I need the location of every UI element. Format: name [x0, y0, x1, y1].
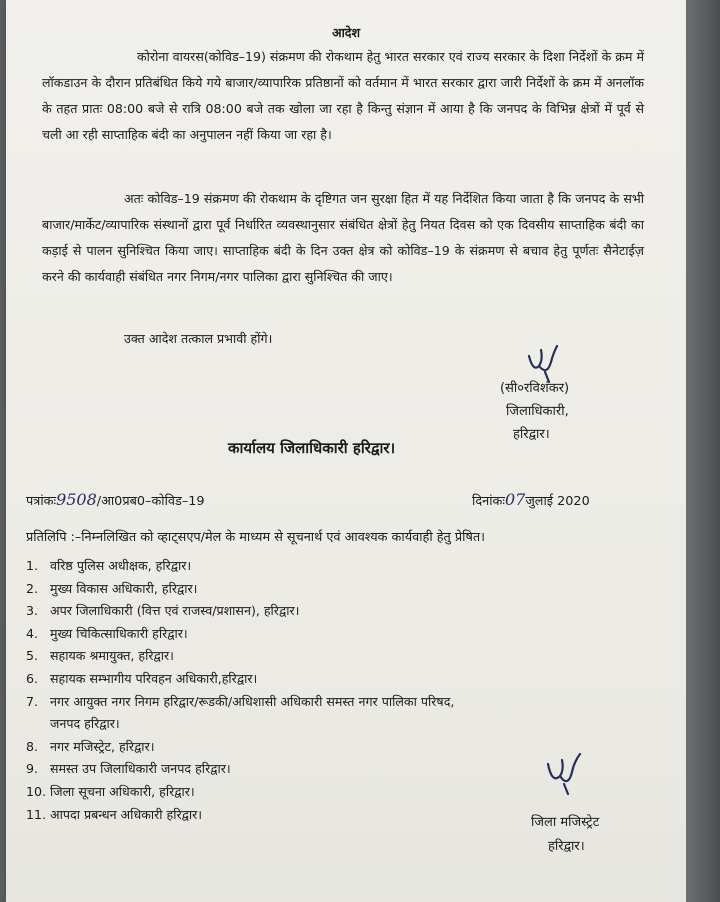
list-item-number: 9. [26, 761, 39, 777]
date-block [472, 490, 590, 509]
list-item-text: सहायक सम्भागीय परिवहन अधिकारी,हरिद्वार। [50, 670, 258, 686]
copy-to-line: प्रतिलिपि :–निम्नलिखित को व्हाट्सएप/मेल के माध्यम से सूचनार्थ एवं आवश्यक कार्यवाही हेतु प्रेषित। [26, 530, 486, 545]
list-item-text: सहायक श्रमायुक्त, हरिद्वार। [50, 648, 174, 664]
list-item-continuation: जनपद हरिद्वार। [50, 716, 120, 732]
office-title: कार्यालय जिलाधिकारी हरिद्वार। [228, 439, 396, 457]
reference-line [26, 490, 626, 509]
date-month-year: जुलाई 2020 [525, 494, 590, 509]
list-item-text: अपर जिलाधिकारी (वित्त एवं राजस्व/प्रशासन), हरिद्वार। [50, 603, 300, 619]
list-item [26, 578, 666, 601]
list-item-number: 1. [26, 558, 39, 573]
list-item-text: आपदा प्रबन्धन अधिकारी हरिद्वार। [50, 806, 203, 822]
list-item-text: नगर मजिस्ट्रेट, हरिद्वार। [50, 738, 155, 754]
list-item [26, 645, 666, 668]
document-page [6, 0, 686, 902]
signatory-place: हरिद्वार। [513, 427, 550, 442]
order-paragraph-3: उक्त आदेश तत्काल प्रभावी होंगे। [124, 331, 273, 346]
list-item-number: 2. [26, 580, 39, 596]
order-paragraph-1: कोरोना वायरस(कोविड–19) संक्रमण की रोकथाम हेतु भारत सरकार एवं राज्य सरकार के दिशा निर्देशों के क्रम में लॉकडाउन के दौरान प्रतिबंधित किये गये बाजार/व्यापारिक प्रतिष्ठानों को वर्तमान में भारत सरकार द्वारा जारी निर्देशों के क्रम में अनलॉक के तहत प्रातः 08:00 बजे से रात्रि 08:00 बजे तक खोला जा रहा है किन्तु संज्ञान में आया है कि जनपद के विभिन्न क्षेत्रों में पूर्व से चली आ रही साप्ताहिक बंदी का अनुपालन नहीं किया जा रहा है। [42, 49, 644, 142]
date-day: 07 [504, 490, 526, 509]
list-item-text: नगर आयुक्त नगर निगम हरिद्वार/रूडकी/अधिशासी अधिकारी समस्त नगर पालिका परिषद, [50, 693, 455, 709]
background-edge [686, 0, 720, 902]
date-label: दिनांकः [472, 494, 505, 509]
list-item-number: 8. [26, 738, 39, 754]
list-item-text: मुख्य चिकित्साधिकारी हरिद्वार। [50, 625, 188, 641]
signatory-designation: जिलाधिकारी, [506, 404, 569, 419]
reference-number: 9508 [56, 490, 97, 509]
magistrate-title: जिला मजिस्ट्रेट [531, 815, 600, 830]
magistrate-place: हरिद्वार। [548, 839, 585, 854]
list-item-number: 11. [26, 806, 47, 822]
magistrate-signature-mark [542, 752, 590, 796]
list-item [26, 623, 666, 646]
list-item-number: 7. [26, 693, 39, 709]
list-item-number: 4. [26, 625, 39, 641]
list-item-text: मुख्य विकास अधिकारी, हरिद्वार। [50, 580, 198, 596]
order-heading: आदेश [331, 25, 361, 40]
list-item-number: 3. [26, 603, 39, 619]
list-item-text: जिला सूचना अधिकारी, हरिद्वार। [50, 783, 195, 799]
list-item-number: 6. [26, 670, 39, 686]
list-item-text: वरिष्ठ पुलिस अधीक्षक, हरिद्वार। [50, 558, 192, 573]
list-item [26, 600, 666, 623]
reference-label: पत्रांकः [26, 494, 57, 509]
list-item [26, 555, 666, 578]
list-item [26, 668, 666, 691]
list-item-text: समस्त उप जिलाधिकारी जनपद हरिद्वार। [50, 761, 231, 777]
list-item-number: 5. [26, 648, 39, 664]
order-paragraph-2: अतः कोविड–19 संक्रमण की रोकथाम के दृष्टिगत जन सुरक्षा हित में यह निर्देशित किया जाता है कि जनपद के सभी बाजार/मार्केट/व्यापारिक संस्थानों द्वारा पूर्व निर्धारित व्यवस्थानुसार संबंधित क्षेत्रों हेतु नियत दिवस को एक दिवसीय साप्ताहिक बंदी का कड़ाई से पालन सुनिश्चित किया जाए। साप्ताहिक बंदी के दिन उक्त क्षेत्र को कोविड–19 के संक्रमण से बचाव हेतु पूर्णतः सैनेटाईज़ करने की कार्यवाही संबंधित नगर निगम/नगर पालिका द्वारा सुनिश्चित की जाए। [42, 191, 644, 284]
list-item-number: 10. [26, 783, 47, 799]
list-item [26, 691, 666, 736]
signatory-name: (सी०रविशंकर) [500, 381, 570, 396]
reference-suffix: /आ0प्रब0–कोविड–19 [96, 494, 205, 509]
